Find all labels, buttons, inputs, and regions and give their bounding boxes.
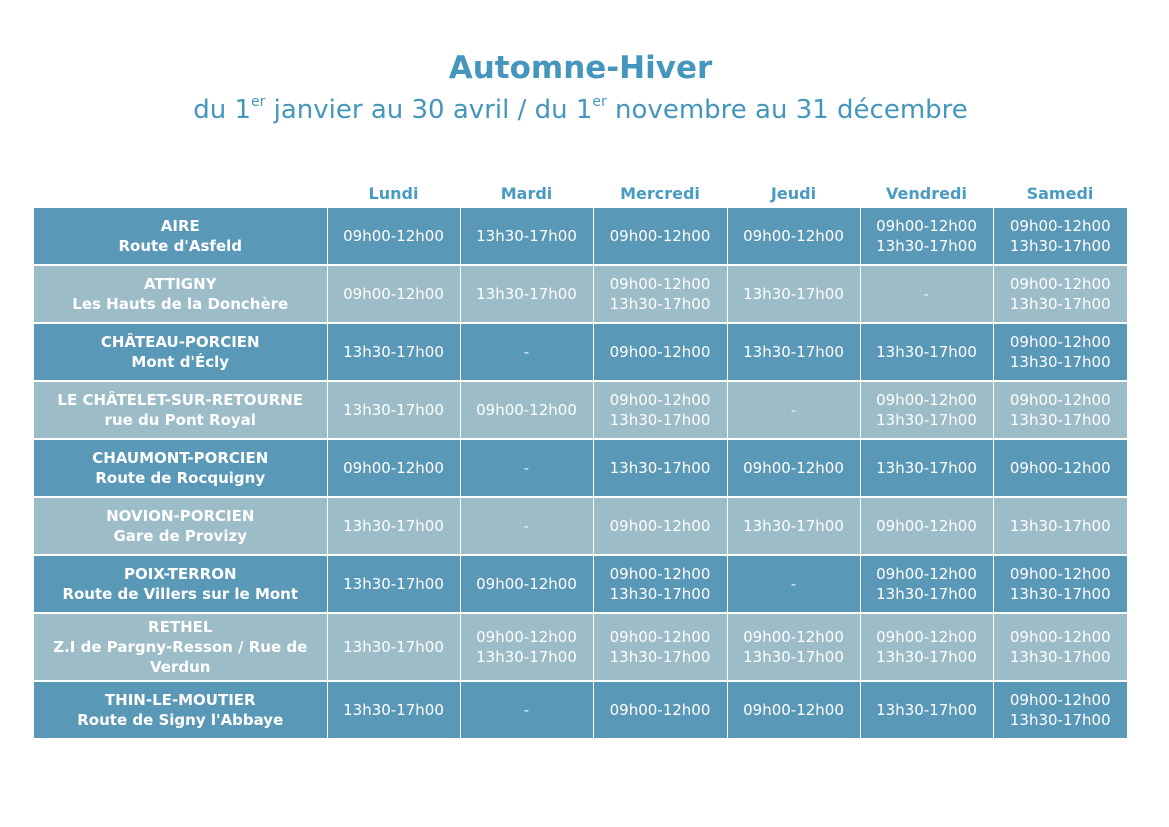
schedule-cell xyxy=(593,265,727,323)
column-header-lundi: Lundi xyxy=(327,178,460,208)
location-cell xyxy=(34,323,327,381)
subtitle-sup-1: er xyxy=(251,94,266,110)
time-slot: 09h00-12h00 xyxy=(609,343,711,361)
location-cell xyxy=(34,381,327,439)
schedule-cell xyxy=(327,555,460,613)
schedule-cell xyxy=(860,208,993,265)
time-slot: 13h30-17h00 xyxy=(1009,585,1111,603)
time-slot: 13h30-17h00 xyxy=(1009,353,1111,371)
location-cell xyxy=(34,265,327,323)
subtitle-part-2: janvier au 30 avril / du 1 xyxy=(265,95,593,125)
time-slot: 09h00-12h00 xyxy=(1009,691,1111,709)
schedule-cell xyxy=(327,439,460,497)
time-slot: 13h30-17h00 xyxy=(476,648,577,666)
time-slot: 13h30-17h00 xyxy=(476,227,577,245)
schedule-cell xyxy=(727,497,860,555)
schedule-cell xyxy=(727,681,860,739)
time-slot: 09h00-12h00 xyxy=(343,227,444,245)
time-slot: 13h30-17h00 xyxy=(876,701,977,719)
time-slot: 09h00-12h00 xyxy=(743,459,844,477)
schedule-cell xyxy=(327,681,460,739)
closed-marker: - xyxy=(523,343,530,361)
location-address: Mont d'Écly xyxy=(131,353,230,371)
table-row xyxy=(34,208,1127,265)
time-slot: 09h00-12h00 xyxy=(609,275,711,293)
page-title: Automne-Hiver xyxy=(448,50,713,86)
schedule-table xyxy=(34,178,1127,740)
schedule-cell xyxy=(593,497,727,555)
time-slot: 09h00-12h00 xyxy=(1009,333,1111,351)
time-slot: 13h30-17h00 xyxy=(343,517,444,535)
table-row xyxy=(34,613,1127,681)
time-slot: 09h00-12h00 xyxy=(609,701,711,719)
schedule-cell xyxy=(460,497,593,555)
location-cell xyxy=(34,681,327,739)
location-name: CHAUMONT-PORCIEN xyxy=(92,449,269,467)
table-header-row xyxy=(34,178,1127,208)
schedule-cell xyxy=(993,323,1127,381)
schedule-body xyxy=(34,208,1127,739)
schedule-cell xyxy=(727,208,860,265)
schedule-cell xyxy=(460,265,593,323)
time-slot: 09h00-12h00 xyxy=(876,628,977,646)
column-header-mercredi: Mercredi xyxy=(593,178,727,208)
schedule-cell xyxy=(993,208,1127,265)
schedule-cell xyxy=(460,381,593,439)
time-slot: 09h00-12h00 xyxy=(876,565,977,583)
location-cell xyxy=(34,439,327,497)
time-slot: 13h30-17h00 xyxy=(343,343,444,361)
column-header-jeudi: Jeudi xyxy=(727,178,860,208)
time-slot: 09h00-12h00 xyxy=(609,391,711,409)
location-cell xyxy=(34,497,327,555)
time-slot: 09h00-12h00 xyxy=(1009,628,1111,646)
schedule-cell xyxy=(993,381,1127,439)
time-slot: 13h30-17h00 xyxy=(609,295,711,313)
time-slot: 13h30-17h00 xyxy=(609,585,711,603)
schedule-cell xyxy=(593,681,727,739)
schedule-cell xyxy=(327,497,460,555)
column-header-mardi: Mardi xyxy=(460,178,593,208)
page-subtitle xyxy=(34,94,1127,126)
location-address: Route d'Asfeld xyxy=(118,237,243,255)
column-header-vendredi: Vendredi xyxy=(860,178,993,208)
time-slot: 13h30-17h00 xyxy=(609,459,711,477)
time-slot: 13h30-17h00 xyxy=(876,343,977,361)
time-slot: 09h00-12h00 xyxy=(343,459,444,477)
location-address: Z.I de Pargny-Resson / Rue de Verdun xyxy=(53,638,308,676)
subtitle-part-1: du 1 xyxy=(193,95,251,125)
time-slot: 13h30-17h00 xyxy=(876,648,977,666)
location-name: AIRE xyxy=(160,217,200,235)
schedule-cell xyxy=(860,555,993,613)
schedule-cell xyxy=(460,613,593,681)
time-slot: 13h30-17h00 xyxy=(743,343,844,361)
schedule-cell xyxy=(327,381,460,439)
location-cell xyxy=(34,208,327,265)
schedule-cell xyxy=(993,439,1127,497)
time-slot: 13h30-17h00 xyxy=(1009,648,1111,666)
location-name: NOVION-PORCIEN xyxy=(106,507,255,525)
time-slot: 09h00-12h00 xyxy=(1009,565,1111,583)
schedule-cell xyxy=(727,381,860,439)
location-address: Route de Rocquigny xyxy=(95,469,266,487)
schedule-cell xyxy=(327,323,460,381)
time-slot: 13h30-17h00 xyxy=(876,411,977,429)
time-slot: 09h00-12h00 xyxy=(476,628,577,646)
time-slot: 09h00-12h00 xyxy=(743,628,844,646)
subtitle-sup-2: er xyxy=(592,94,607,110)
schedule-cell xyxy=(460,208,593,265)
schedule-cell xyxy=(593,208,727,265)
time-slot: 09h00-12h00 xyxy=(476,401,577,419)
time-slot: 09h00-12h00 xyxy=(476,575,577,593)
schedule-cell xyxy=(593,323,727,381)
time-slot: 09h00-12h00 xyxy=(1009,459,1111,477)
schedule-cell xyxy=(727,265,860,323)
schedule-cell xyxy=(460,439,593,497)
location-name: CHÂTEAU-PORCIEN xyxy=(100,333,260,351)
time-slot: 09h00-12h00 xyxy=(876,391,977,409)
time-slot: 09h00-12h00 xyxy=(609,227,711,245)
time-slot: 09h00-12h00 xyxy=(1009,217,1111,235)
table-row xyxy=(34,439,1127,497)
schedule-cell xyxy=(593,555,727,613)
location-name: POIX-TERRON xyxy=(123,565,237,583)
time-slot: 13h30-17h00 xyxy=(343,575,444,593)
page-header xyxy=(34,50,1127,126)
schedule-cell xyxy=(327,208,460,265)
time-slot: 09h00-12h00 xyxy=(609,628,711,646)
table-row xyxy=(34,381,1127,439)
time-slot: 13h30-17h00 xyxy=(1009,411,1111,429)
time-slot: 09h00-12h00 xyxy=(609,565,711,583)
time-slot: 13h30-17h00 xyxy=(343,401,444,419)
schedule-cell xyxy=(460,323,593,381)
schedule-cell xyxy=(460,555,593,613)
schedule-cell xyxy=(860,323,993,381)
schedule-cell xyxy=(460,681,593,739)
table-row xyxy=(34,681,1127,739)
time-slot: 13h30-17h00 xyxy=(876,237,977,255)
schedule-cell xyxy=(860,681,993,739)
time-slot: 09h00-12h00 xyxy=(1009,275,1111,293)
header-empty-cell xyxy=(34,178,327,208)
time-slot: 13h30-17h00 xyxy=(343,638,444,656)
schedule-cell xyxy=(593,381,727,439)
table-row xyxy=(34,265,1127,323)
location-address: Route de Villers sur le Mont xyxy=(62,585,299,603)
time-slot: 13h30-17h00 xyxy=(1009,517,1111,535)
time-slot: 13h30-17h00 xyxy=(1009,711,1111,729)
table-row xyxy=(34,323,1127,381)
closed-marker: - xyxy=(790,575,797,593)
schedule-cell xyxy=(860,381,993,439)
location-name: ATTIGNY xyxy=(143,275,217,293)
time-slot: 13h30-17h00 xyxy=(743,517,844,535)
schedule-cell xyxy=(993,497,1127,555)
schedule-cell xyxy=(727,439,860,497)
schedule-cell xyxy=(593,613,727,681)
location-cell xyxy=(34,555,327,613)
time-slot: 13h30-17h00 xyxy=(476,285,577,303)
time-slot: 09h00-12h00 xyxy=(1009,391,1111,409)
schedule-cell xyxy=(993,681,1127,739)
location-name: LE CHÂTELET-SUR-RETOURNE xyxy=(57,391,304,409)
time-slot: 13h30-17h00 xyxy=(343,701,444,719)
location-name: THIN-LE-MOUTIER xyxy=(104,691,256,709)
location-address: Route de Signy l'Abbaye xyxy=(77,711,284,729)
time-slot: 13h30-17h00 xyxy=(609,411,711,429)
time-slot: 09h00-12h00 xyxy=(876,517,977,535)
time-slot: 13h30-17h00 xyxy=(743,648,844,666)
table-row xyxy=(34,497,1127,555)
closed-marker: - xyxy=(523,701,530,719)
time-slot: 13h30-17h00 xyxy=(876,459,977,477)
closed-marker: - xyxy=(923,285,930,303)
time-slot: 09h00-12h00 xyxy=(609,517,711,535)
time-slot: 09h00-12h00 xyxy=(343,285,444,303)
schedule-cell xyxy=(860,613,993,681)
closed-marker: - xyxy=(790,401,797,419)
time-slot: 13h30-17h00 xyxy=(743,285,844,303)
schedule-cell xyxy=(993,555,1127,613)
time-slot: 13h30-17h00 xyxy=(1009,237,1111,255)
schedule-cell xyxy=(727,555,860,613)
location-address: rue du Pont Royal xyxy=(104,411,256,429)
schedule-cell xyxy=(593,439,727,497)
time-slot: 13h30-17h00 xyxy=(876,585,977,603)
time-slot: 09h00-12h00 xyxy=(743,701,844,719)
location-name: RETHEL xyxy=(148,618,213,636)
closed-marker: - xyxy=(523,517,530,535)
table-row xyxy=(34,555,1127,613)
time-slot: 09h00-12h00 xyxy=(743,227,844,245)
closed-marker: - xyxy=(523,459,530,477)
time-slot: 13h30-17h00 xyxy=(609,648,711,666)
time-slot: 13h30-17h00 xyxy=(1009,295,1111,313)
schedule-cell xyxy=(860,265,993,323)
schedule-cell xyxy=(727,323,860,381)
schedule-cell xyxy=(727,613,860,681)
column-header-samedi: Samedi xyxy=(993,178,1127,208)
schedule-cell xyxy=(993,265,1127,323)
schedule-cell xyxy=(860,497,993,555)
location-address: Les Hauts de la Donchère xyxy=(72,295,289,313)
time-slot: 09h00-12h00 xyxy=(876,217,977,235)
schedule-cell xyxy=(993,613,1127,681)
schedule-cell xyxy=(327,613,460,681)
schedule-cell xyxy=(860,439,993,497)
location-address: Gare de Provizy xyxy=(113,527,247,545)
subtitle-part-3: novembre au 31 décembre xyxy=(606,95,968,125)
schedule-cell xyxy=(327,265,460,323)
location-cell xyxy=(34,613,327,681)
